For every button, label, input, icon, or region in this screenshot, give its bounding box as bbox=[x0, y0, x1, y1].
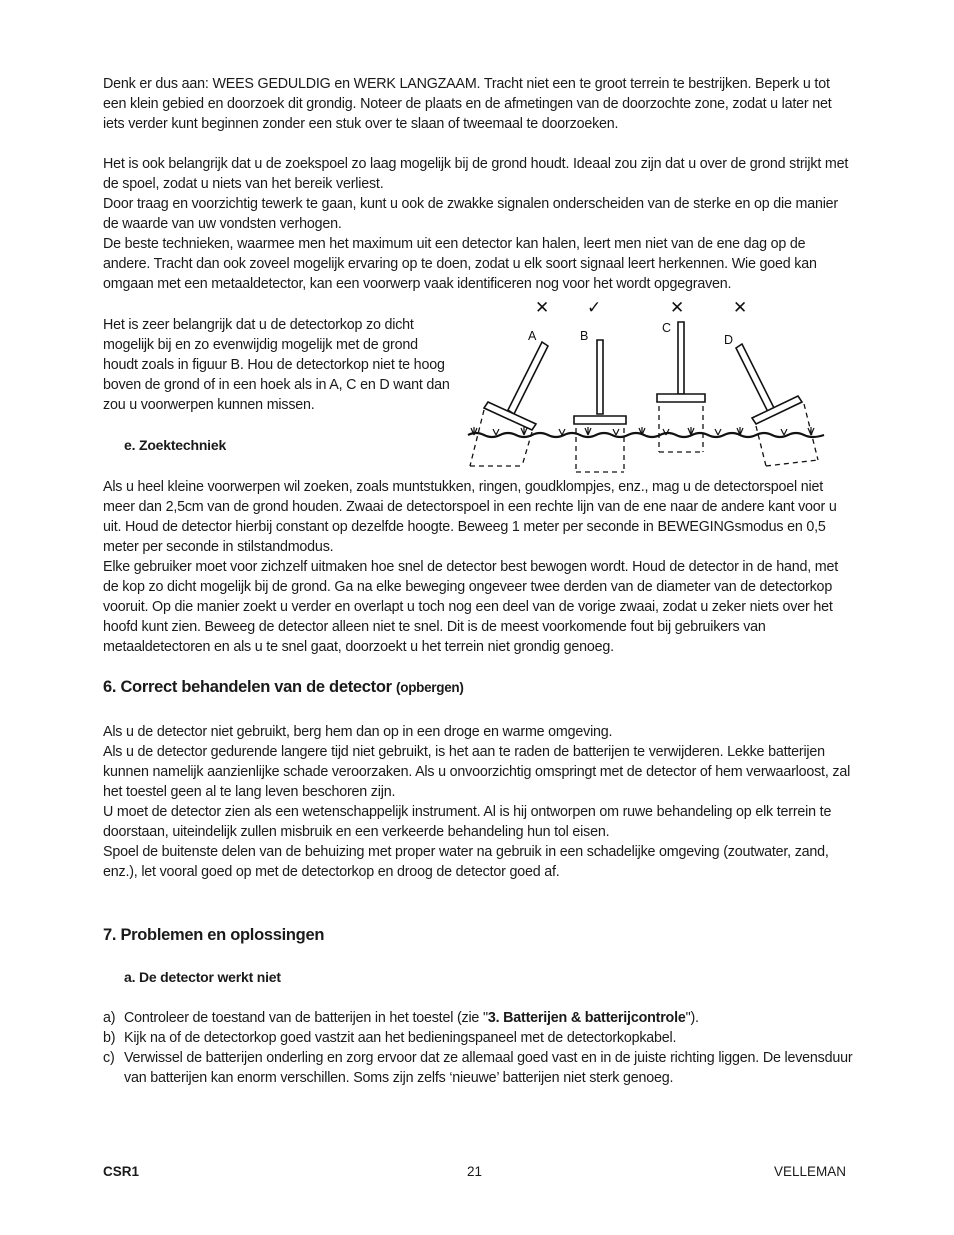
figure-label-b: B bbox=[580, 329, 589, 343]
heading-zoektechniek: e. Zoektechniek bbox=[124, 437, 227, 453]
list-item: c) Verwissel de batterijen onderling en zorg ervoor dat ze allemaal goed vast en in de juiste richting liggen. De levensduur van batterijen kan enorm verschillen. Soms zijn zelfs ‘nieuwe’ batterijen niet sterk genoeg. bbox=[103, 1050, 853, 1086]
list-marker: b) bbox=[103, 1030, 116, 1046]
section-6-paragraph-3: U moet de detector zien als een wetenschappelijk instrument. Al is hij ontworpen om ruwe behandeling op elk terrein te doorstaan, uiteindelijk zullen misbruik en een verkeerde behandeling hun tol eisen. bbox=[103, 804, 832, 840]
intro-paragraph-4: De beste technieken, waarmee men het maximum uit een detector kan halen, leert men niet van de ene dag op de andere. Tracht dan ook zoveel mogelijk ervaring op te doen, zodat u elk soort signaal leert herkennen. Wie goed kan omgaan met een metaaldetector, kan een voorwerp vaak identificeren nog voor het wordt opgegraven. bbox=[103, 236, 817, 292]
troubleshooting-list bbox=[103, 1008, 855, 1088]
ground-line bbox=[468, 433, 824, 437]
list-marker: c) bbox=[103, 1050, 115, 1066]
section-e-body bbox=[103, 477, 855, 657]
detector-height-illustration bbox=[466, 298, 826, 476]
figure-caption-text: Het is zeer belangrijk dat u de detectorkop zo dicht mogelijk bij en zo evenwijdig mogelijk met de grond houdt zoals in figuur B. Hou de detectorkop niet te hoog boven de grond of in een hoek als in A, C en D want dan zou u voorwerpen kunnen missen. bbox=[103, 317, 450, 413]
section-e-paragraph-1: Als u heel kleine voorwerpen wil zoeken, zoals muntstukken, ringen, goudklompjes, enz., mag u de detectorspoel niet meer dan 2,5cm van de grond houden. Zwaai de detectorspoel in een rechte lijn van de ene naar de andere kant voor u uit. Houd de detector hierbij constant op dezelfde hoogte. Beweeg 1 meter per seconde in BEWEGINGsmodus en 0,5 meter per seconde in stilstandmodus. bbox=[103, 479, 837, 555]
section-e-paragraph-2: Elke gebruiker moet voor zichzelf uitmaken hoe snel de detector best bewogen wordt. Houd de detector in de hand, met de kop zo dicht mogelijk bij de grond. Ga na elke beweging ongeveer twee derden van de diameter van de detectorkop vooruit. Op die manier zoekt u verder en overlapt u toch nog een deel van de vorige zwaai, zodat u zeker niets over het hoofd kunt zien. Beweeg de detector alleen niet te snel. Dit is de meest voorkomende fout bij gebruikers van metaaldetectoren en als u te snel gaat, doorzoekt u het terrein niet grondig genoeg. bbox=[103, 559, 838, 655]
footer-page-number: 21 bbox=[467, 1164, 483, 1179]
figure-label-c: C bbox=[662, 321, 672, 335]
cross-reference: 3. Batterijen & batterijcontrole bbox=[487, 1010, 686, 1026]
list-item: a) Controleer de toestand van de batterijen in het toestel (zie "3. Batterijen & batterijcontrole"). bbox=[103, 1010, 699, 1026]
figure-label-a: A bbox=[528, 329, 537, 343]
detector-d bbox=[736, 344, 818, 466]
section-6-paragraph-1: Als u de detector niet gebruikt, berg hem dan op in een droge en warme omgeving. bbox=[103, 724, 613, 740]
section-6-paragraph-2: Als u de detector gedurende langere tijd niet gebruikt, is het aan te raden de batterijen te verwijderen. Lekke batterijen kunnen namelijk aanzienlijke schade veroorzaken. Als u onvoorzichtig omspringt met de detector of hem verwaarloost, zal het toestel geen al te lang leven beschoren zijn. bbox=[103, 744, 851, 800]
heading-section-6: 6. Correct behandelen van de detector (opbergen) bbox=[103, 678, 464, 696]
intro-paragraph-1: Denk er dus aan: WEES GEDULDIG en WERK LANGZAAM. Tracht niet een te groot terrein te bestrijken. Beperk u tot een klein gebied en doorzoek dit grondig. Noteer de plaats en de afmetingen van de doorzochte zone, zodat u later net iets verder kunt beginnen zonder een stuk over te slaan of tweemaal te doorzoeken. bbox=[103, 76, 832, 132]
intro-paragraph-group bbox=[103, 154, 855, 294]
heading-section-7: 7. Problemen en oplossingen bbox=[103, 926, 325, 944]
figure-label-d: D bbox=[724, 333, 734, 347]
detector-b bbox=[574, 340, 626, 472]
heading-section-6-suffix: (opbergen) bbox=[396, 680, 464, 695]
intro-paragraph-3: Door traag en voorzichtig tewerk te gaan, kunt u ook de zwakke signalen onderscheiden van de sterke en op die manier de waarde van uw vondsten verhogen. bbox=[103, 196, 838, 232]
figure-mark-d-cross-icon: ✕ bbox=[733, 298, 748, 318]
list-marker: a) bbox=[103, 1010, 116, 1026]
footer-brand: VELLEMAN bbox=[774, 1164, 847, 1179]
detector-a bbox=[470, 342, 548, 466]
section-6-paragraph-4: Spoel de buitenste delen van de behuizing met proper water na gebruik in een schadelijke omgeving (zoutwater, zand, enz.), let vooral goed op met de detectorkop en droog de detector goed af. bbox=[103, 844, 829, 880]
section-6-body bbox=[103, 722, 855, 882]
intro-paragraph-2: Het is ook belangrijk dat u de zoekspoel zo laag mogelijk bij de grond houdt. Ideaal zou zijn dat u over de grond strijkt met de spoel, zodat u niets van het bereik verliest. bbox=[103, 156, 849, 192]
heading-detector-werkt-niet: a. De detector werkt niet bbox=[124, 969, 281, 985]
footer-model: CSR1 bbox=[103, 1164, 140, 1179]
figure-mark-a-cross-icon: ✕ bbox=[535, 298, 550, 318]
list-item: b) Kijk na of de detectorkop goed vastzit aan het bedieningspaneel met de detectorkopkabel. bbox=[103, 1030, 677, 1046]
figure-mark-b-check-icon: ✓ bbox=[587, 298, 602, 318]
figure-mark-c-cross-icon: ✕ bbox=[670, 298, 685, 318]
